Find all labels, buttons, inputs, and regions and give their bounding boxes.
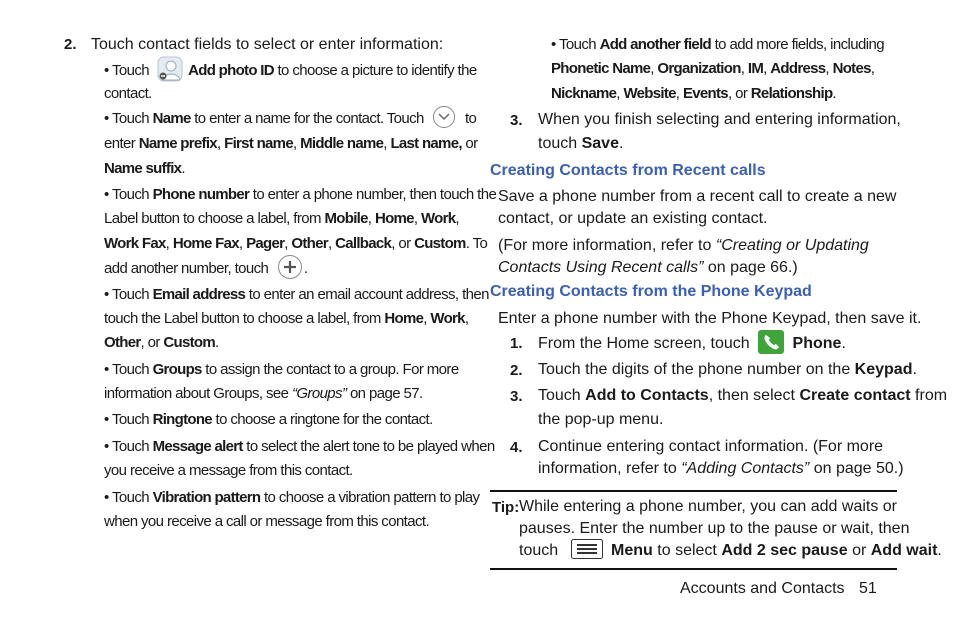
paragraph-recent-calls: Save a phone number from a recent call to create a new (498, 188, 897, 205)
bullet-add-photo: • Touch Add photo ID to choose a picture to identify the (104, 60, 477, 82)
step-3-text: When you finish selecting and entering information, (538, 111, 901, 128)
bullet-phone-line4: add another number, touch . (104, 259, 307, 279)
bullet-email-address: • Touch Email address to enter an email account address, then (104, 286, 489, 303)
menu-icon (571, 539, 603, 559)
paragraph-recent-calls-line2: contact, or update an existing contact. (498, 210, 768, 227)
paragraph-refer: (For more information, refer to “Creating or Updating (498, 237, 869, 254)
tip-text: While entering a phone number, you can add waits or (519, 498, 898, 515)
bullet-message-alert-line2: you receive a message from this contact. (104, 462, 353, 479)
step-3b-line2: the pop-up menu. (538, 411, 664, 428)
step-4-line2: information, refer to “Adding Contacts” on page 50.) (538, 460, 904, 477)
step-3-number: 3. (510, 112, 523, 129)
bullet-name-line3: Name suffix. (104, 160, 185, 177)
bullet-phone-line3: Work Fax, Home Fax, Pager, Other, Callback, or Custom. To (104, 235, 488, 252)
step-3b-number: 3. (510, 388, 523, 405)
step-2 (64, 36, 444, 54)
footer-section-title: Accounts and Contacts (680, 580, 845, 597)
footer-page-number: 51 (859, 580, 877, 597)
step-2-number: 2. (510, 362, 523, 379)
tip-label: Tip: (492, 499, 520, 516)
bullet-field-line2: Phonetic Name, Organization, IM, Address, Notes, (551, 60, 875, 77)
tip-bottom-rule (490, 568, 897, 570)
chevron-down-icon (433, 106, 455, 128)
step-1-number: 1. (510, 335, 523, 352)
bullet-name: • Touch Name to enter a name for the contact. Touch to (104, 110, 476, 128)
heading-phone-keypad: Creating Contacts from the Phone Keypad (490, 283, 812, 300)
bullet-groups-line2: information about Groups, see “Groups” on page 57. (104, 385, 423, 402)
step-3b-text: Touch Add to Contacts, then select Create contact from (538, 387, 948, 404)
phone-icon (758, 330, 784, 354)
bullet-phone-line2: Label button to choose a label, from Mobile, Home, Work, (104, 210, 459, 227)
bullet-vibration-pattern: • Touch Vibration pattern to choose a vibration pattern to play (104, 489, 480, 506)
bullet-field-line3: Nickname, Website, Events, or Relationship. (551, 85, 836, 102)
bullet-add-photo-line2: contact. (104, 85, 152, 102)
step-3-line2: touch Save. (538, 135, 624, 152)
bullet-email-line3: Other, or Custom. (104, 334, 219, 351)
bullet-vibration-line2: when you receive a call or message from this contact. (104, 513, 430, 530)
paragraph-refer-line2: Contacts Using Recent calls” on page 66.) (498, 259, 798, 276)
bullet-message-alert: • Touch Message alert to select the alert tone to be played when (104, 438, 495, 455)
heading-recent-calls: Creating Contacts from Recent calls (490, 162, 766, 179)
step-4-text: Continue entering contact information. (For more (538, 438, 884, 455)
plus-icon (278, 255, 302, 279)
step-text: Touch contact fields to select or enter information: (91, 36, 444, 53)
bullet-name-line2: enter Name prefix, First name, Middle name, Last name, or (104, 135, 478, 152)
tip-top-rule (490, 490, 897, 492)
step-1-text: From the Home screen, touch Phone. (538, 334, 846, 354)
bullet-add-another-field: • Touch Add another field to add more fields, including (551, 36, 884, 53)
bullet-groups: • Touch Groups to assign the contact to a group. For more (104, 361, 459, 378)
paragraph-phone-keypad: Enter a phone number with the Phone Keypad, then save it. (498, 310, 922, 327)
contact-photo-icon (157, 56, 183, 82)
step-4-number: 4. (510, 439, 523, 456)
tip-text-line2: pauses. Enter the number up to the pause or wait, then (519, 520, 910, 537)
bullet-phone-number: • Touch Phone number to enter a phone number, then touch the (104, 186, 497, 203)
bullet-email-line2: touch the Label button to choose a label, from Home, Work, (104, 310, 469, 327)
bullet-ringtone: • Touch Ringtone to choose a ringtone for the contact. (104, 411, 433, 428)
step-2-text: Touch the digits of the phone number on the Keypad. (538, 361, 917, 378)
step-number: 2. (64, 36, 77, 53)
tip-text-line3: touch Menu to select Add 2 sec pause or Add wait. (519, 542, 942, 560)
